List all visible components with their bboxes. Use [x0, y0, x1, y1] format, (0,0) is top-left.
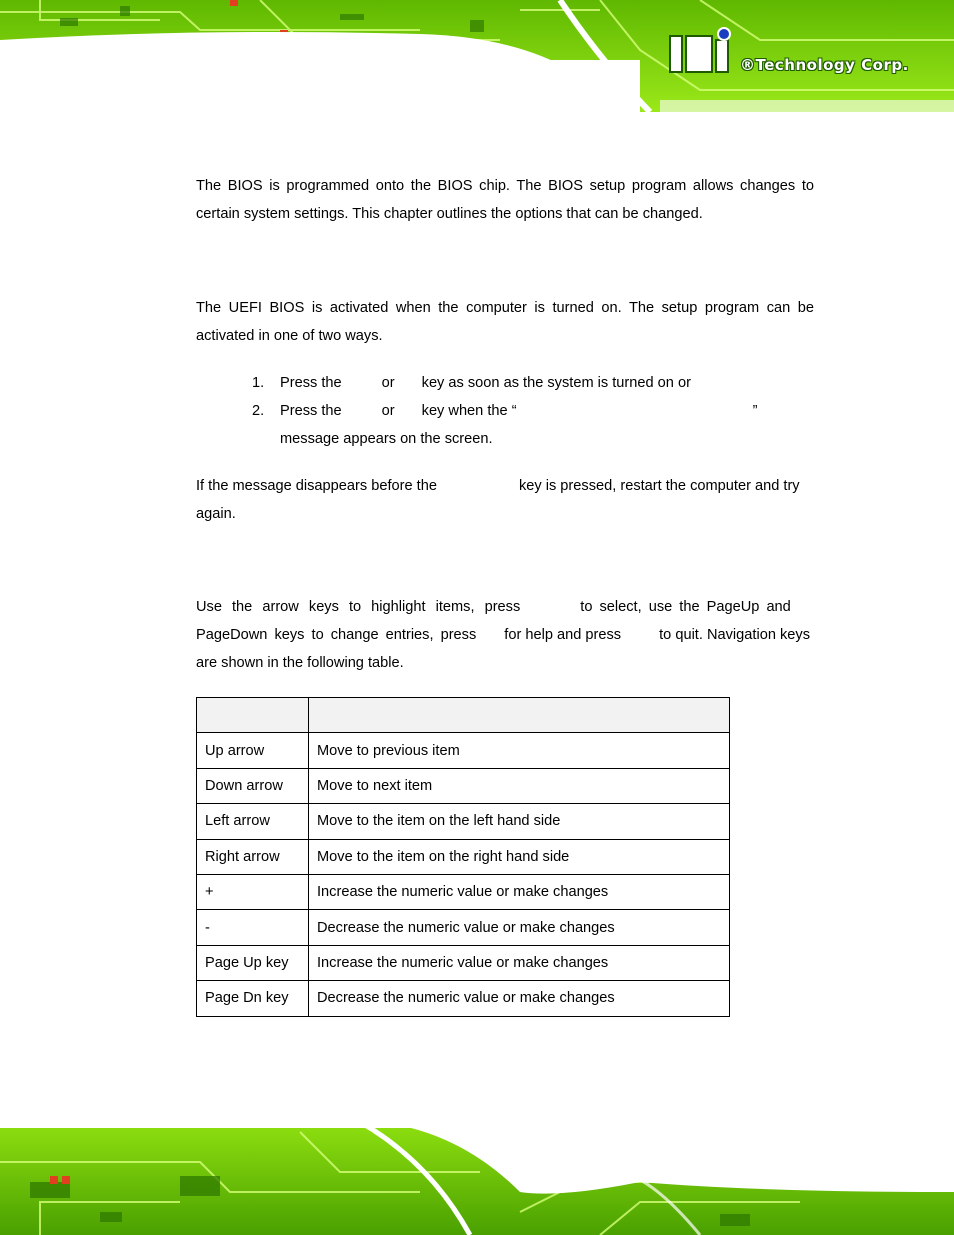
iei-logo [668, 26, 938, 84]
table-cell-key: Right arrow [197, 839, 309, 874]
intro-paragraph: The BIOS is programmed onto the BIOS chip. The BIOS setup program allows changes to certain system settings. This chapter outlines the options that can be changed. [196, 178, 814, 222]
table-cell-function: Move to previous item [309, 733, 730, 768]
table-header-row [197, 698, 730, 733]
table-cell-key: Left arrow [197, 804, 309, 839]
list-item: 1. Press the or key as soon as the system is turned on or [252, 375, 691, 391]
activation-steps-list [252, 369, 792, 453]
table-cell-key: Up arrow [197, 733, 309, 768]
table-row [197, 945, 730, 980]
navigation-keys-table [196, 697, 730, 1017]
table-cell-key: Page Dn key [197, 981, 309, 1016]
table-row [197, 910, 730, 945]
table-cell-key: Page Up key [197, 945, 309, 980]
table-row [197, 981, 730, 1016]
table-row [197, 839, 730, 874]
list-item: 2. Press the or key when the “ ” message appears on the screen. [252, 403, 758, 447]
footer-circuit-banner [0, 1122, 954, 1235]
table-cell-function: Move to the item on the right hand side [309, 839, 730, 874]
table-cell-function: Decrease the numeric value or make changes [309, 910, 730, 945]
table-cell-function: Increase the numeric value or make changes [309, 945, 730, 980]
table-cell-key: - [197, 910, 309, 945]
using-setup-paragraph: Use the arrow keys to highlight items, press to select, use the PageUp and PageDown keys to change entries, press for help and press to quit. Navigation keys are shown in the following table. [196, 599, 810, 671]
iei-logo-mark [668, 26, 738, 76]
starting-setup-paragraph: The UEFI BIOS is activated when the computer is turned on. The setup program can be activated in one of two ways. [196, 300, 814, 344]
table-cell-function: Move to next item [309, 768, 730, 803]
brand-name: ®Technology Corp. [740, 56, 909, 74]
table-cell-key: + [197, 874, 309, 909]
table-cell-key: Down arrow [197, 768, 309, 803]
table-row [197, 874, 730, 909]
table-cell-function: Move to the item on the left hand side [309, 804, 730, 839]
retry-paragraph: If the message disappears before the key is pressed, restart the computer and try again. [196, 478, 800, 522]
table-cell-function: Decrease the numeric value or make changes [309, 981, 730, 1016]
table-header-key [197, 698, 309, 733]
table-row [197, 733, 730, 768]
table-row [197, 804, 730, 839]
table-header-function [309, 698, 730, 733]
table-cell-function: Increase the numeric value or make changes [309, 874, 730, 909]
table-row [197, 768, 730, 803]
